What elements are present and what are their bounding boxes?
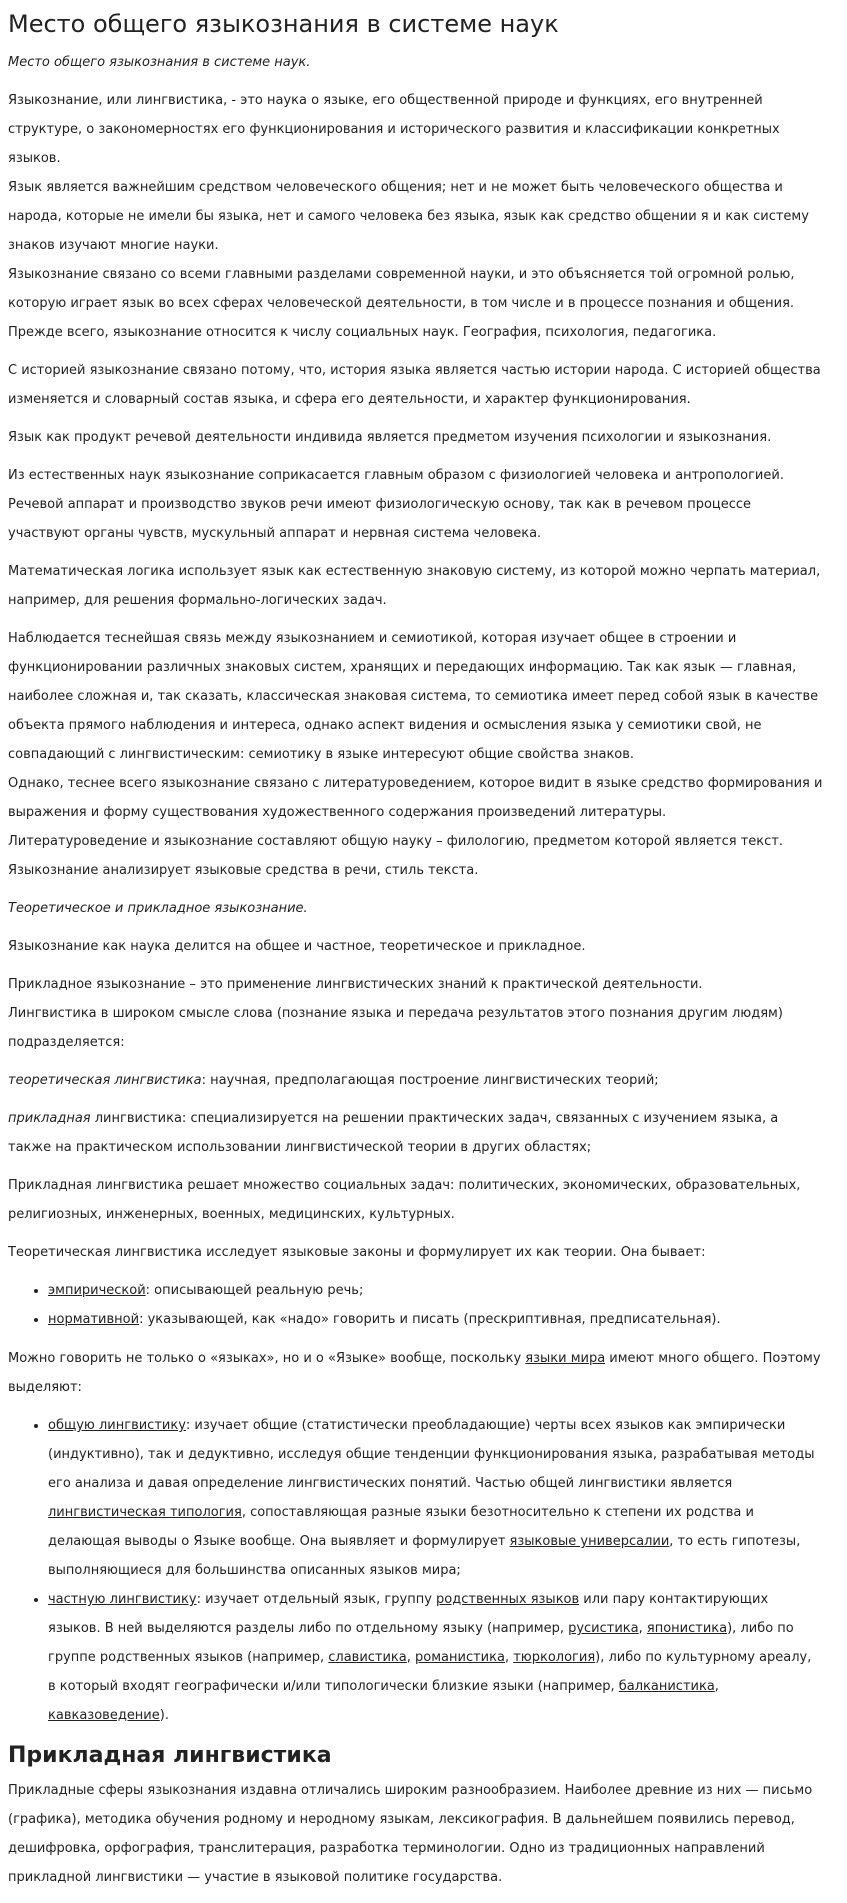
list-item-text: : изучает общие (статистически преобладающие) черты всех языков как эмпирически (индуктивно), так и дедуктивно, исследуя общие тенденции функционирования языка, разрабатывая методы его анализа и давая определение лингвистических понятий. Частью общей лингвистики является [48,1418,815,1491]
link-related-languages[interactable]: родственных языков [436,1592,580,1607]
linguistics-kinds-list [8,1411,823,1730]
section-heading-applied: Прикладная лингвистика [8,1743,332,1768]
list-item-text: , то есть гипотезы, выполняющиеся для большинства описанных языков мира; [48,1534,801,1578]
link-world-languages[interactable]: языки мира [525,1351,606,1366]
link-caucasian-studies[interactable]: кавказоведение [48,1708,160,1723]
page-title: Место общего языкознания в системе наук [8,10,559,38]
link-general-linguistics[interactable]: общую лингвистику [48,1418,186,1433]
paragraph-science-links: Языкознание связано со всеми главными разделами современной науки, и это объясняется той огромной ролью, которую играет язык во всех сферах человеческой деятельности, в том числе и в процессе познания и общения. [8,267,795,311]
paragraph-social-tasks: Прикладная лингвистика решает множество социальных задач: политических, экономических, образовательных, религиозных, инженерных, военных, медицинских, культурных. [8,1178,801,1222]
link-turkic-studies[interactable]: тюркология [513,1650,596,1665]
subheading-text: Теоретическое и прикладное языкознание. [8,901,308,916]
link-japanese-studies[interactable]: японистика [646,1621,728,1636]
list-item-text: ), либо по культурному ареалу, в который входят географически и/или типологически близкие языки (например, [48,1650,812,1694]
list-item-text: , [714,1679,719,1694]
link-slavic-studies[interactable]: славистика [328,1650,407,1665]
theory-kinds-list [8,1276,823,1334]
paragraph-logic: Математическая логика использует язык как естественную знаковую систему, из которой можно черпать материал, например, для решения формально-логических задач. [8,564,821,608]
applied-term: прикладная [8,1111,91,1126]
paragraph-text: Можно говорить не только о «языках», но и о «Языке» вообще, поскольку [8,1351,526,1366]
paragraph-philology: Литературоведение и языкознание составляют общую науку – филологию, предметом которой является текст. Языкознание анализирует языковые средства в речи, стиль текста. [8,834,783,878]
paragraph-applied-definition: Прикладное языкознание – это применение лингвистических знаний к практической деятельности. [8,977,703,992]
list-item-text: или пару контактирующих языков. В ней выделяются разделы либо по отдельному языку (например, [48,1592,769,1636]
paragraph-language-general [8,1344,823,1402]
list-item-text: , [406,1650,416,1665]
paragraph-broad-sense: Лингвистика в широком смысле слова (познание языка и передача результатов этого познания другим людям) подразделяется: [8,1006,783,1050]
paragraph-psychology: Язык как продукт речевой деятельности индивида является предметом изучения психологии и языкознания. [8,430,772,445]
list-item [48,1585,823,1730]
paragraph-division: Языкознание как наука делится на общее и частное, теоретическое и прикладное. [8,939,586,954]
theoretical-term: теоретическая лингвистика [8,1073,202,1088]
paragraph-applied [8,1104,823,1162]
paragraph-semiotics: Наблюдается теснейшая связь между языкознанием и семиотикой, которая изучает общее в строении и функционировании различных знаковых систем, хранящих и передающих информацию. Так как язык — главная, наиболее сложная и, так сказать, классическая знаковая система, то семиотика имеет перед собой язык в качестве объекта прямого наблюдения и интереса, однако аспект видения и осмысления языка у семиотики свой, не совпадающий с лингвистическим: семиотику в языке интересуют общие свойства знаков. [8,631,819,762]
link-russian-studies[interactable]: русистика [568,1621,639,1636]
link-romance-studies[interactable]: романистика [415,1650,505,1665]
link-particular-linguistics[interactable]: частную лингвистику [48,1592,197,1607]
paragraph-natural-sciences: Из естественных наук языкознание соприкасается главным образом с физиологией человека и антропологией. Речевой аппарат и производство звуков речи имеют физиологическую основу, так как в речевом процессе участвуют органы чувств, мускульный аппарат и нервная система человека. [8,468,784,541]
list-item-text: : указывающей, как «надо» говорить и писать (прескриптивная, предписательная). [139,1312,721,1327]
article-subtitle [8,48,823,77]
paragraph-language-role: Язык является важнейшим средством человеческого общения; нет и не может быть человеческого общества и народа, которые не имели бы языка, нет и самого человека без языка, язык как средство общении я и как систему знаков изучают многие науки. [8,180,809,253]
paragraph-theoretical [8,1066,823,1095]
list-item-text: ). [159,1708,169,1723]
paragraph-applied-spheres: Прикладные сферы языкознания издавна отличались широким разнообразием. Наиболее древние из них — письмо (графика), методика обучения родному и неродному языкам, лексикография. В дальнейшем появились перевод, дешифровка, орфография, транслитерация, разработка терминологии. Одно из традиционных направлений прикладной лингвистики — участие в языковой политике государства. [8,1783,813,1885]
list-item-text: , сопоставляющая разные языки безотносительно к степени их родства и делающая выводы о Языке вообще. Она выявляет и формулирует [48,1505,754,1549]
applied-text: лингвистика: специализируется на решении практических задач, связанных с изучением языка, а также на практическом использовании лингвистической теории в других областях; [8,1111,779,1155]
paragraph-definition: Языкознание, или лингвистика, - это наука о языке, его общественной природе и функциях, его внутренней структуре, о закономерностях его функционирования и исторического развития и классификации конкретных языков. [8,93,780,166]
theoretical-text: : научная, предполагающая построение лингвистических теорий; [201,1073,659,1088]
link-empirical[interactable]: эмпирической [48,1283,146,1298]
subtitle-text: Место общего языкознания в системе наук. [8,55,311,70]
list-item-text: , [504,1650,514,1665]
subheading-theoretical-applied [8,894,823,923]
link-typology[interactable]: лингвистическая типология [48,1505,242,1520]
link-balkan-studies[interactable]: балканистика [618,1679,715,1694]
list-item [48,1411,823,1585]
paragraph-social-sciences: Прежде всего, языкознание относится к числу социальных наук. География, психология, педагогика. [8,325,717,340]
paragraph-literature: Однако, теснее всего языкознание связано с литературоведением, которое видит в языке средство формирования и выражения и форму существования художественного содержания произведений литературы. [8,776,823,820]
paragraph-theory-kinds: Теоретическая лингвистика исследует языковые законы и формулирует их как теории. Она бывает: [8,1245,706,1260]
list-item [48,1305,823,1334]
list-item-text: : описывающей реальную речь; [145,1283,364,1298]
list-item [48,1276,823,1305]
list-item-text: , [638,1621,647,1636]
paragraph-history: С историей языкознание связано потому, что, история языка является частью истории народа. С историей общества изменяется и словарный состав языка, и сфера его деятельности, и характер функционирования. [8,363,821,407]
link-normative[interactable]: нормативной [48,1312,140,1327]
paragraph-text: имеют много общего. Поэтому выделяют: [8,1351,821,1395]
list-item-text: ), либо по группе родственных языков (например, [48,1621,794,1665]
list-item-text: : изучает отдельный язык, группу [196,1592,437,1607]
link-universals[interactable]: языковые универсалии [509,1534,670,1549]
